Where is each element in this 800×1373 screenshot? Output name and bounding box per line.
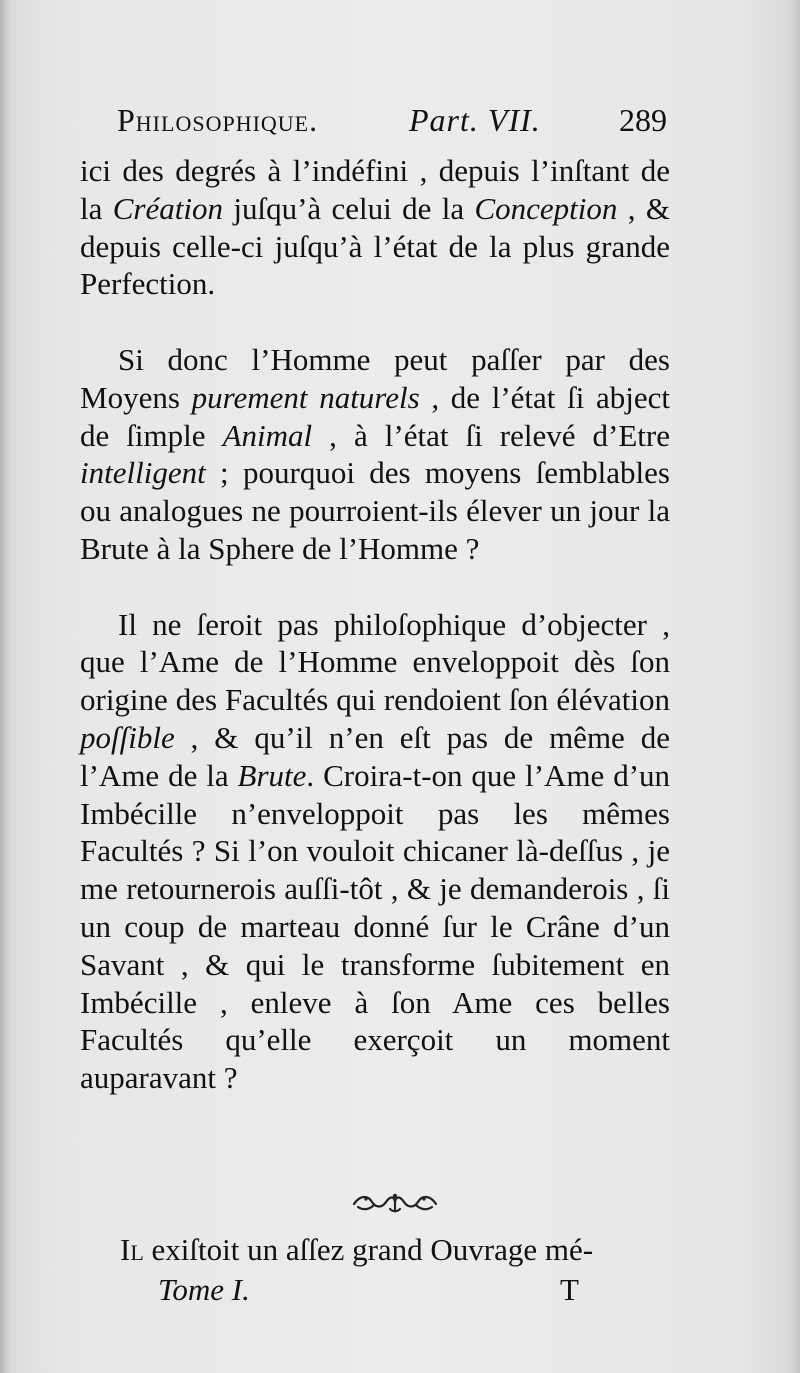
next-line-text: exiſtoit un aſſez grand Ouvrage mé- bbox=[143, 1232, 594, 1267]
next-paragraph-start bbox=[120, 1232, 695, 1268]
italic-text-run: intelligent bbox=[80, 455, 206, 491]
running-title: Philosophique. bbox=[117, 102, 319, 138]
lead-word: Il bbox=[120, 1232, 144, 1267]
italic-text-run: poſſible bbox=[80, 719, 175, 755]
text-run: , & qu’il n’en eſt pas de même de l’Ame de la bbox=[80, 719, 670, 793]
page-number: 289 bbox=[619, 102, 667, 138]
paragraph bbox=[80, 152, 670, 303]
text-run: , & depuis celle-ci juſqu’à l’état de la plus grande Perfection. bbox=[80, 190, 670, 302]
part-label: Part. VII. bbox=[409, 102, 541, 138]
page-header bbox=[117, 102, 677, 146]
floral-ornament-icon bbox=[350, 1190, 440, 1214]
text-run: juſqu’à celui de la bbox=[222, 190, 475, 226]
text-run: Il ne ſeroit pas philoſophique d’objecter , que l’Ame de l’Homme enveloppoit dès ſon origine des Facultés qui rendoient ſon élévation bbox=[80, 606, 670, 718]
paragraph bbox=[80, 341, 670, 568]
italic-text-run: Animal bbox=[222, 417, 313, 453]
text-run: Si donc l’Homme peut paſſer par des Moyens bbox=[80, 341, 670, 415]
paragraph bbox=[80, 606, 670, 1097]
body-text bbox=[80, 152, 670, 1097]
italic-text-run: Conception bbox=[474, 190, 618, 226]
italic-text-run: Brute bbox=[237, 757, 307, 793]
text-run: ici des degrés à l’indéfini , depuis l’inſtant de la bbox=[80, 153, 670, 226]
text-run: ; pourquoi des moyens ſemblables ou analogues ne pourroient-ils élever un jour la Brute à la Sphere de l’Homme ? bbox=[80, 455, 670, 566]
italic-text-run: purement naturels bbox=[191, 379, 420, 415]
page-footer bbox=[158, 1272, 598, 1312]
text-run: . Croira-t-on que l’Ame d’un Imbécille n’enveloppoit pas les mêmes Facultés ? Si l’on vouloit chicaner là-deſſus , je me retournerois auſſi-tôt , & je demanderois , ſi un coup de marteau donné ſur le Crâne d’un Savant , & qui le transforme ſubitement en Imbécille , enleve à ſon Ame ces belles Facultés qu’elle exerçoit un moment auparavant ? bbox=[80, 757, 671, 1096]
text-run: , de l’état ſi abject de ſimple bbox=[80, 379, 670, 453]
italic-text-run: Création bbox=[112, 190, 223, 226]
volume-label: Tome I. bbox=[158, 1272, 250, 1307]
text-run: , à l’état ſi relevé d’Etre bbox=[312, 417, 670, 453]
signature-mark: T bbox=[560, 1272, 579, 1307]
